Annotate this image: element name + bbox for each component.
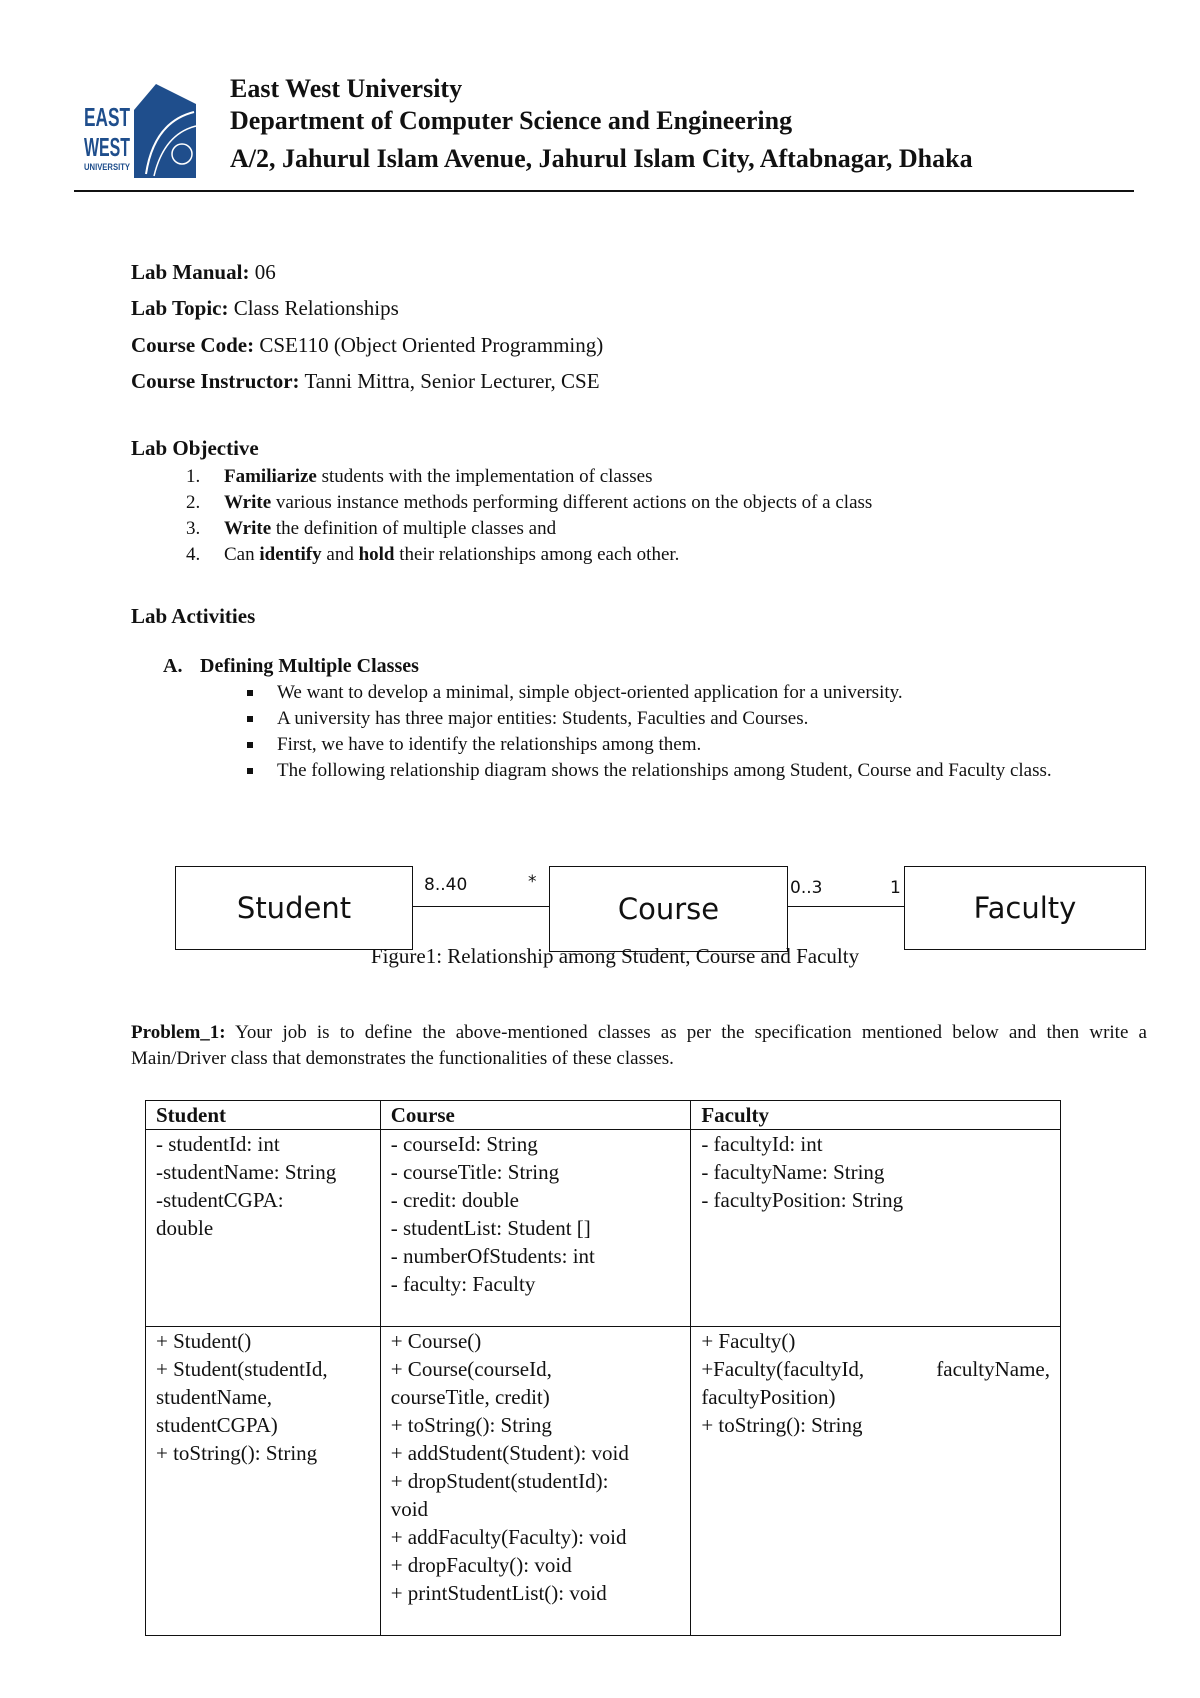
course-code-line	[131, 333, 603, 358]
multiplicity-course-right: 0..3	[790, 878, 823, 898]
method-line: + Course(courseId,	[390, 1357, 552, 1381]
objective-list	[186, 464, 872, 568]
method-line	[701, 1355, 1050, 1383]
method-fragment: facultyName,	[936, 1357, 1050, 1381]
item-number: 3.	[186, 518, 201, 539]
instructor-label: Course Instructor:	[131, 369, 300, 393]
list-item	[247, 706, 1147, 732]
course-code-label: Course Code:	[131, 333, 255, 357]
list-item	[186, 490, 872, 516]
item-text: the definition of multiple classes and	[271, 518, 557, 539]
instructor-line	[131, 369, 600, 394]
method-line: + Faculty()	[701, 1329, 796, 1353]
item-bold: hold	[358, 544, 395, 565]
method-line: + toString(): String	[701, 1413, 863, 1437]
table-header-row	[146, 1101, 1061, 1130]
attribute-line: - faculty: Faculty	[390, 1272, 536, 1296]
bullet-square-icon	[247, 742, 253, 748]
list-item	[186, 542, 872, 568]
problem-label: Problem_1:	[131, 1022, 226, 1043]
list-item	[186, 464, 872, 490]
department-name: Department of Computer Science and Engineering	[230, 106, 793, 135]
method-line: + Course()	[390, 1329, 482, 1353]
attribute-line: -studentName: String	[156, 1160, 337, 1184]
item-bold: Write	[224, 518, 272, 539]
student-attributes	[146, 1130, 381, 1327]
attribute-line: double	[156, 1216, 214, 1240]
student-class-box	[175, 866, 413, 950]
faculty-methods	[691, 1327, 1061, 1636]
bullet-text: The following relationship diagram shows the relationships among Student, Course and Faculty class.	[277, 760, 1052, 781]
method-line: + addFaculty(Faculty): void	[390, 1525, 627, 1549]
header-faculty: Faculty	[691, 1101, 1061, 1130]
course-code-value: CSE110 (Object Oriented Programming)	[259, 333, 604, 357]
section-a-heading	[163, 655, 419, 678]
multiplicity-faculty: 1	[890, 878, 901, 898]
header-student: Student	[146, 1101, 381, 1130]
lab-topic-label: Lab Topic:	[131, 296, 229, 320]
method-line: void	[390, 1497, 429, 1521]
faculty-class-box	[904, 866, 1146, 950]
item-number: 4.	[186, 544, 201, 565]
course-methods	[380, 1327, 691, 1636]
method-line: courseTitle, credit)	[390, 1385, 550, 1409]
item-text: various instance methods performing different actions on the objects of a class	[271, 492, 873, 513]
figure-caption-text: Figure1: Relationship among Student, Course and Faculty	[370, 944, 860, 968]
item-text: their relationships among each other.	[394, 544, 680, 565]
bullet-text: First, we have to identify the relationships among them.	[277, 734, 702, 755]
attribute-line: - studentList: Student []	[390, 1216, 591, 1240]
header-course: Course	[380, 1101, 691, 1130]
bullet-text: A university has three major entities: Students, Faculties and Courses.	[277, 708, 809, 729]
course-attributes	[380, 1130, 691, 1327]
instructor-value: Tanni Mittra, Senior Lecturer, CSE	[304, 369, 600, 393]
attribute-line: - studentId: int	[156, 1132, 280, 1156]
university-logo	[84, 82, 206, 178]
method-line: studentCGPA)	[156, 1413, 278, 1437]
lab-manual-label: Lab Manual:	[131, 260, 250, 284]
faculty-class-label: Faculty	[973, 891, 1077, 925]
university-name: East West University	[230, 74, 463, 103]
bullet-square-icon	[247, 716, 253, 722]
method-line: + Student(studentId,	[156, 1357, 328, 1381]
lab-manual-value: 06	[254, 260, 276, 284]
list-item	[247, 758, 1147, 784]
multiplicity-student: 8..40	[424, 875, 468, 895]
section-title: Defining Multiple Classes	[200, 655, 419, 677]
student-methods	[146, 1327, 381, 1636]
attribute-line: - courseId: String	[390, 1132, 538, 1156]
table-row	[146, 1327, 1061, 1636]
problem-statement	[131, 1020, 1147, 1072]
item-text: students with the implementation of classes	[316, 466, 653, 487]
method-line: facultyPosition)	[701, 1385, 836, 1409]
list-item	[186, 516, 872, 542]
multiplicity-course-left: *	[528, 872, 537, 892]
method-line: + addStudent(Student): void	[390, 1441, 629, 1465]
course-class-label: Course	[617, 892, 720, 926]
method-line: + toString(): String	[156, 1441, 318, 1465]
item-bold: identify	[259, 544, 322, 565]
class-spec-table	[145, 1100, 1061, 1636]
objective-heading: Lab Objective	[131, 436, 259, 460]
logo-text-east: EAST	[84, 102, 131, 132]
lab-manual-line	[131, 260, 276, 285]
university-address: A/2, Jahurul Islam Avenue, Jahurul Islam City, Aftabnagar, Dhaka	[230, 144, 973, 173]
item-text: Can	[224, 544, 260, 565]
method-line: + dropStudent(studentId):	[390, 1469, 609, 1493]
lab-topic-value: Class Relationships	[233, 296, 399, 320]
student-course-connector	[410, 906, 550, 907]
attribute-line: - courseTitle: String	[390, 1160, 560, 1184]
course-class-box	[549, 866, 788, 952]
method-line: + printStudentList(): void	[390, 1581, 607, 1605]
attribute-line: - facultyPosition: String	[701, 1188, 904, 1212]
item-number: 1.	[186, 466, 201, 487]
item-text: and	[321, 544, 359, 565]
item-bold: Familiarize	[224, 466, 317, 487]
method-line: studentName,	[156, 1385, 273, 1409]
activities-bullets	[247, 680, 1147, 784]
method-line: + Student()	[156, 1329, 252, 1353]
section-letter: A.	[163, 655, 183, 677]
header-rule	[74, 190, 1134, 192]
attribute-line: - credit: double	[390, 1188, 520, 1212]
bullet-square-icon	[247, 690, 253, 696]
student-class-label: Student	[236, 891, 352, 925]
attribute-line: - facultyId: int	[701, 1132, 823, 1156]
problem-text: Your job is to define the above-mentioned classes as per the specification mentioned below and then write a Main/Driver class that demonstrates the functionalities of these classes.	[131, 1022, 1147, 1069]
item-number: 2.	[186, 492, 201, 513]
faculty-attributes	[691, 1130, 1061, 1327]
bullet-text: We want to develop a minimal, simple object-oriented application for a university.	[277, 682, 903, 703]
bullet-square-icon	[247, 768, 253, 774]
lab-topic-line	[131, 296, 399, 321]
item-bold: Write	[224, 492, 272, 513]
attribute-line: - numberOfStudents: int	[390, 1244, 595, 1268]
logo-text-west: WEST	[84, 132, 131, 162]
figure-caption	[0, 944, 1200, 969]
activities-heading: Lab Activities	[131, 604, 256, 628]
attribute-line: - facultyName: String	[701, 1160, 885, 1184]
table-row	[146, 1130, 1061, 1327]
logo-text-university: UNIVERSITY	[84, 162, 130, 172]
list-item	[247, 732, 1147, 758]
method-line: + dropFaculty(): void	[390, 1553, 572, 1577]
method-fragment: +Faculty(facultyId,	[701, 1357, 865, 1381]
attribute-line: -studentCGPA:	[156, 1188, 284, 1212]
method-line: + toString(): String	[390, 1413, 552, 1437]
course-faculty-connector	[785, 906, 905, 907]
list-item	[247, 680, 1147, 706]
